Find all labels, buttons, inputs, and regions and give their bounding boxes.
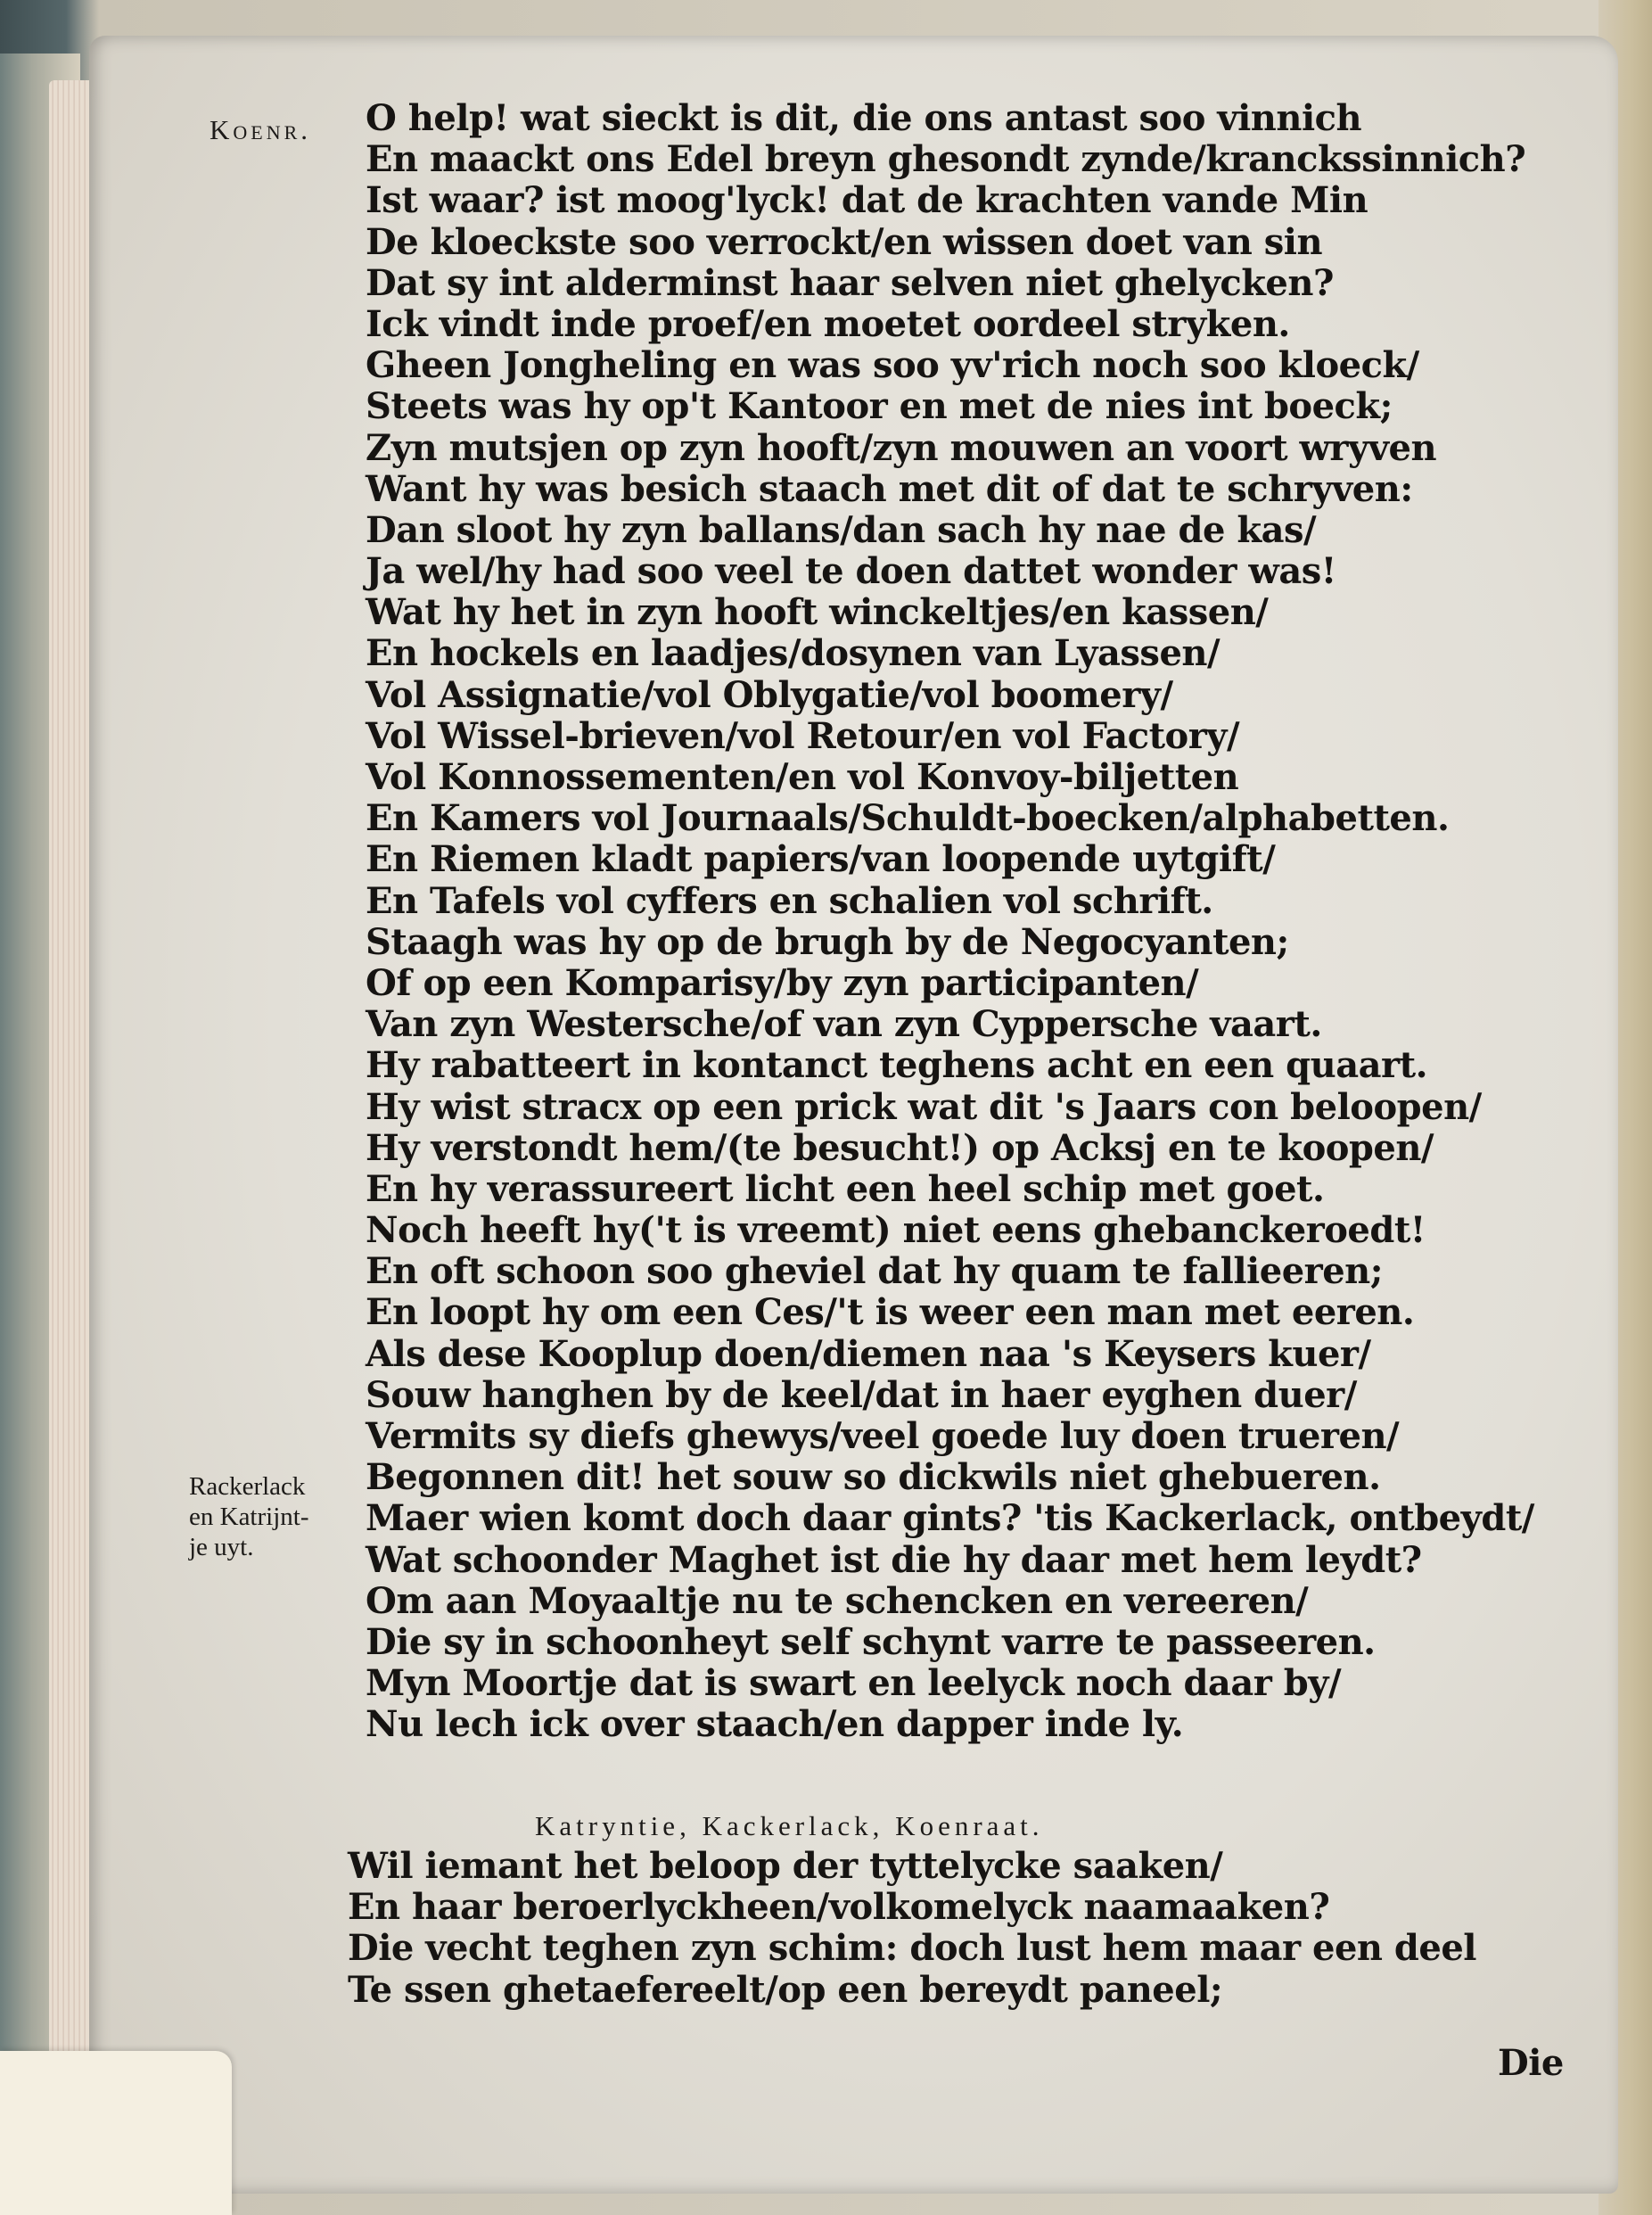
verse-line: Die sy in schoonheyt self schynt varre te passeeren.: [366, 1620, 1376, 1663]
stage-direction: [189, 1471, 308, 1562]
verse-line: Want hy was besich staach met dit of dat te schryven:: [366, 467, 1413, 510]
verse-block-2: [348, 1846, 1476, 2011]
verse-line: Ick vindt inde proef/en moetet oordeel stryken.: [366, 302, 1290, 345]
verse-line: Wil iemant het beloop der tyttelycke saaken/: [348, 1845, 1223, 1887]
verse-line: En haar beroerlyckheen/volkomelyck naamaaken?: [348, 1886, 1330, 1929]
verse-line: Begonnen dit! het souw so dickwils niet ghebueren.: [366, 1456, 1381, 1499]
speaker-name: Koenr.: [210, 114, 312, 145]
scene-heading: Katryntie, Kackerlack, Koenraat.: [535, 1810, 1044, 1841]
verse-line: Vol Wissel-brieven/vol Retour/en vol Factory/: [366, 714, 1240, 757]
verse-line: Souw hanghen by de keel/dat in haer eyghen duer/: [366, 1373, 1357, 1416]
verse-line: Hy wist stracx op een prick wat dit 's Jaars con beloopen/: [366, 1085, 1482, 1128]
verse-block-1: [366, 98, 1534, 1746]
verse-line: Myn Moortje dat is swart en leelyck noch daar by/: [366, 1662, 1342, 1705]
verse-line: En hockels en laadjes/dosynen van Lyassen/: [366, 632, 1221, 675]
verse-line: Ja wel/hy had soo veel te doen dattet wonder was!: [366, 550, 1336, 593]
verse-line: Vol Assignatie/vol Oblygatie/vol boomery/: [366, 673, 1173, 716]
verse-line: De kloeckste soo verrockt/en wissen doet van sin: [366, 220, 1323, 263]
stage-direction-line: je uyt.: [189, 1533, 254, 1561]
verse-line: Maer wien komt doch daar gints? 'tis Kackerlack, ontbeydt/: [366, 1497, 1534, 1540]
verse-line: Wat hy het in zyn hooft winckeltjes/en kassen/: [366, 591, 1269, 634]
verse-line: Hy verstondt hem/(te besucht!) op Acksj en te koopen/: [366, 1126, 1434, 1169]
verse-line: Dan sloot hy zyn ballans/dan sach hy nae de kas/: [366, 508, 1317, 551]
verse-line: Dat sy int alderminst haar selven niet ghelycken?: [366, 261, 1334, 304]
verse-line: Hy rabatteert in kontanct teghens acht en een quaart.: [366, 1044, 1428, 1087]
catchword: Die: [1498, 2042, 1564, 2084]
verse-line: En Tafels vol cyffers en schalien vol schrift.: [366, 879, 1213, 922]
verse-line: En Kamers vol Journaals/Schuldt-boecken/alphabetten.: [366, 797, 1450, 840]
verse-line: O help! wat sieckt is dit, die ons antast soo vinnich: [366, 97, 1362, 139]
verse-line: En oft schoon soo gheviel dat hy quam te fallieeren;: [366, 1250, 1384, 1293]
verse-line: En hy verassureert licht een heel schip met goet.: [366, 1167, 1325, 1210]
verse-line: Als dese Kooplup doen/diemen naa 's Keysers kuer/: [366, 1332, 1371, 1375]
verse-line: En Riemen kladt papiers/van loopende uytgift/: [366, 838, 1276, 881]
paper-tab: [0, 2051, 232, 2215]
verse-line: Vol Konnossementen/en vol Konvoy-biljetten: [366, 756, 1239, 798]
verse-line: Wat schoonder Maghet ist die hy daar met hem leydt?: [366, 1538, 1422, 1581]
verse-line: Te ssen ghetaefereelt/op een bereydt paneel;: [348, 1968, 1223, 2011]
verse-line: Van zyn Westersche/of van zyn Cyppersche vaart.: [366, 1003, 1322, 1046]
verse-line: Nu lech ick over staach/en dapper inde ly.: [366, 1703, 1184, 1746]
verse-line: Noch heeft hy('t is vreemt) niet eens ghebanckeroedt!: [366, 1209, 1426, 1252]
verse-line: Ist waar? ist moog'lyck! dat de krachten vande Min: [366, 179, 1368, 222]
verse-line: En maackt ons Edel breyn ghesondt zynde/kranckssinnich?: [366, 138, 1526, 181]
verse-line: Gheen Jongheling en was soo yv'rich noch soo kloeck/: [366, 344, 1419, 387]
stage-direction-line: en Katrijnt-: [189, 1503, 309, 1531]
verse-line: Om aan Moyaaltje nu te schencken en vereeren/: [366, 1579, 1309, 1622]
verse-line: Of op een Komparisy/by zyn participanten/: [366, 961, 1199, 1004]
verse-line: Staagh was hy op de brugh by de Negocyanten;: [366, 920, 1289, 963]
verse-line: En loopt hy om een Ces/'t is weer een man met eeren.: [366, 1291, 1415, 1334]
verse-line: Steets was hy op't Kantoor en met de nies int boeck;: [366, 385, 1393, 428]
verse-line: Zyn mutsjen op zyn hooft/zyn mouwen an voort wryven: [366, 426, 1437, 469]
verse-line: Die vecht teghen zyn schim: doch lust hem maar een deel: [348, 1927, 1476, 1970]
stage-direction-line: Rackerlack: [189, 1472, 306, 1501]
verse-line: Vermits sy diefs ghewys/veel goede luy doen trueren/: [366, 1415, 1400, 1457]
